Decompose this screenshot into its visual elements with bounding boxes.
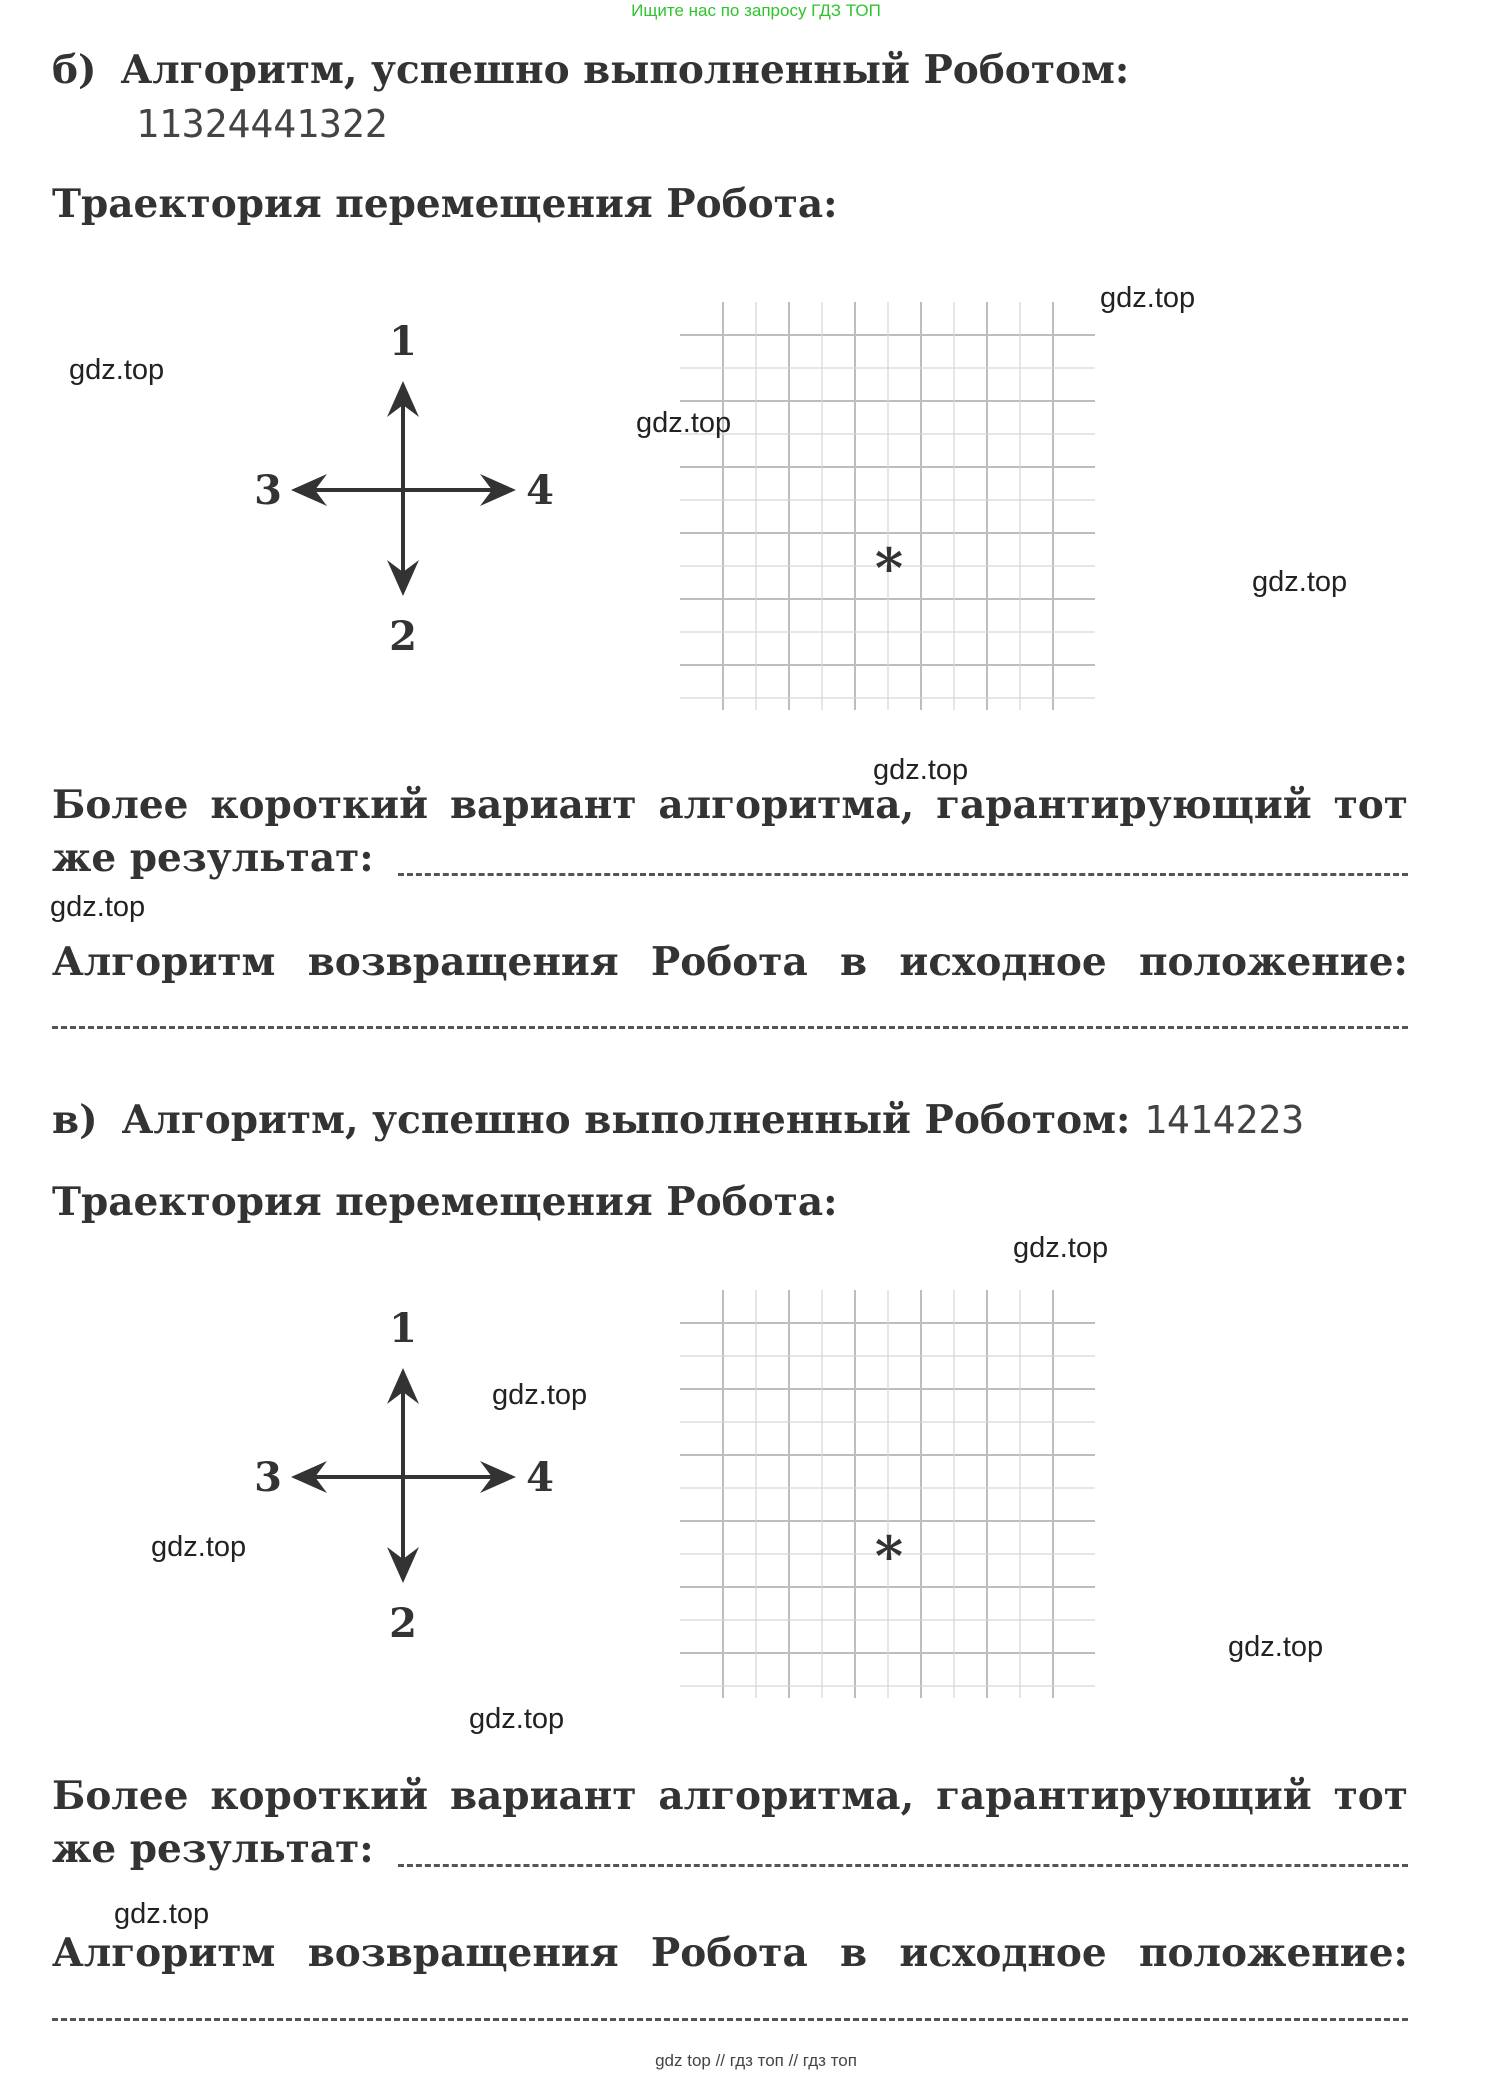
section-b-shorter-answer-line[interactable] [398,873,1408,876]
section-v-start-marker: * [874,1524,904,1588]
compass-v-label-up: 1 [389,1305,417,1352]
section-b-shorter-line1 [52,781,1408,829]
section-b-shorter-word: короткий [210,782,429,828]
section-v-heading [52,1096,1304,1144]
section-v-compass [240,1297,570,1647]
section-b-return-word: возвращения [307,939,619,985]
section-b-start-marker: * [874,536,904,600]
watermark: gdz.top [492,1379,588,1411]
section-b-return-line [52,938,1408,986]
section-v-return-line [52,1929,1408,1977]
section-v-algorithm: 1414223 [1143,1098,1305,1142]
watermark: gdz.top [69,354,165,386]
watermark: gdz.top [636,407,732,439]
top-banner: Ищите нас по запросу ГДЗ ТОП [631,1,881,20]
section-v-return-word: Алгоритм [52,1930,276,1976]
watermark: gdz.top [151,1531,247,1563]
section-v-return-word: возвращения [307,1930,619,1976]
section-v-grid [680,1290,1100,1700]
section-b-return-word: положение: [1139,939,1408,985]
watermark: gdz.top [873,754,969,786]
section-b-shorter-word: гарантирующий [936,782,1312,828]
compass-v-label-left: 3 [254,1454,282,1501]
section-b-shorter-word: Более [52,782,189,828]
section-v-return-word: в [840,1930,868,1976]
section-v-return-word: положение: [1139,1930,1408,1976]
watermark: gdz.top [50,891,146,923]
watermark: gdz.top [114,1898,210,1930]
watermark: gdz.top [1013,1232,1109,1264]
section-v-shorter-line1 [52,1772,1408,1820]
section-v-shorter-word: тот [1333,1773,1408,1819]
compass-b-label-left: 3 [254,467,282,514]
compass-b-label-down: 2 [389,613,417,660]
section-v-shorter-line2: же результат: [52,1826,374,1872]
section-b-return-word: Робота [650,939,808,985]
section-b-algorithm: 11324441322 [136,102,388,146]
compass-b-label-right: 4 [526,467,554,514]
section-v-shorter-word: вариант [449,1773,637,1819]
section-b-shorter-word: алгоритма, [658,782,915,828]
section-v-shorter-word: короткий [210,1773,429,1819]
watermark: gdz.top [1252,566,1348,598]
section-v-return-word: исходное [899,1930,1107,1976]
section-b-return-word: Алгоритм [52,939,276,985]
compass-v-label-down: 2 [389,1600,417,1647]
compass-b-label-up: 1 [389,318,417,365]
section-v-return-word: Робота [650,1930,808,1976]
section-b-heading [52,46,1129,94]
section-b-title: Алгоритм, успешно выполненный Роботом: [120,47,1130,93]
section-v-return-answer-line[interactable] [52,2018,1408,2021]
section-b-compass [240,310,570,660]
section-b-return-word: исходное [899,939,1107,985]
section-b-shorter-word: тот [1333,782,1408,828]
section-v-letter: в) [52,1097,98,1143]
section-b-shorter-line2: же результат: [52,835,374,881]
section-v-shorter-word: гарантирующий [936,1773,1312,1819]
section-v-shorter-word: Более [52,1773,189,1819]
section-v-title: Алгоритм, успешно выполненный Роботом: [121,1097,1131,1143]
section-b-letter: б) [52,47,97,93]
bottom-banner: gdz top // гдз топ // гдз топ [655,2051,857,2070]
compass-v-label-right: 4 [526,1454,554,1501]
watermark: gdz.top [469,1703,565,1735]
section-b-return-word: в [840,939,868,985]
section-b-shorter-word: вариант [449,782,637,828]
section-v-trajectory-label: Траектория перемещения Робота: [52,1179,838,1225]
section-v-shorter-answer-line[interactable] [398,1864,1408,1867]
watermark: gdz.top [1100,282,1196,314]
section-b-return-answer-line[interactable] [52,1026,1408,1029]
section-v-shorter-word: алгоритма, [658,1773,915,1819]
watermark: gdz.top [1228,1631,1324,1663]
section-b-trajectory-label: Траектория перемещения Робота: [52,181,838,227]
section-b-grid [680,302,1100,712]
